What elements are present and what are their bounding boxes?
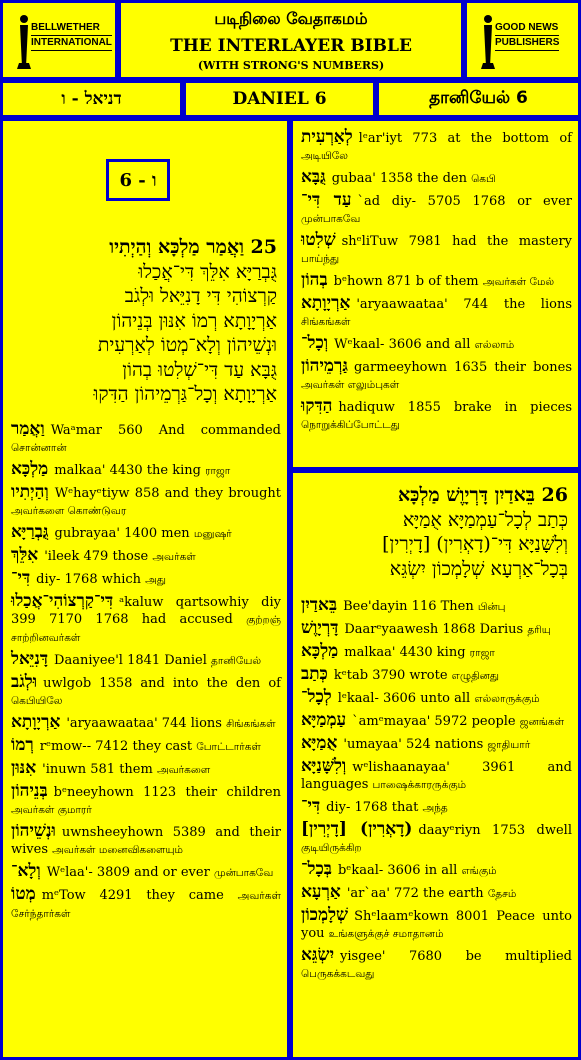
verse-line: וְלִשָּׁנַיָּא דִּי־(דָאְרִין) [דָיְרִין] xyxy=(382,533,568,555)
verse-25-text xyxy=(93,235,277,407)
transliteration-gloss: Waᵃmar 560 And commanded xyxy=(50,423,281,438)
tamil-gloss: அவர்கள் மனைவிகளையும் xyxy=(52,844,183,856)
word-entry xyxy=(301,295,572,331)
publisher-logo-right xyxy=(464,0,581,80)
transliteration-gloss: uwlgob 1358 and into the den of xyxy=(43,676,281,691)
verse-25-word-list-continued xyxy=(301,129,572,438)
verse-line: אַרְיָוָתָא וְכָל־גַּרְמֵיהוֹן הַדִּקוּ xyxy=(93,383,277,405)
tamil-gloss: முன்பாகவே xyxy=(213,867,274,879)
word-entry xyxy=(301,947,572,983)
logo-text-line2: PUBLISHERS xyxy=(495,36,559,51)
transliteration-gloss: kᵉtab 3790 wrote xyxy=(333,668,452,683)
verse-line: כְּתַב לְכָל־עַמְמַיָּא אֻמַיָּא xyxy=(402,508,568,531)
word-entry xyxy=(301,643,572,662)
tamil-gloss: தேசம் xyxy=(487,888,517,900)
transliteration-gloss: 'aryaawaataa' 744 the lions xyxy=(356,297,572,312)
transliteration-gloss: 'ar`aa' 772 the earth xyxy=(346,886,488,901)
transliteration-gloss: Wᵉlaa'- 3809 and or ever xyxy=(46,865,214,880)
transliteration-gloss: lᵉar'iyt 773 at the bottom of xyxy=(358,131,572,146)
hebrew-word: דִּי־קַרְצוֹהִי־אֲכַלוּ xyxy=(11,591,114,611)
reference-english-text: DANIEL 6 xyxy=(232,89,327,109)
hebrew-word: וְכָל־ xyxy=(301,333,329,353)
word-entry xyxy=(301,192,572,228)
hebrew-word: רְמוֹ xyxy=(11,735,34,755)
tamil-gloss: குற்றஞ் சாற்றினவர்கள் xyxy=(11,614,281,644)
tamil-gloss: எழுதினது xyxy=(451,670,499,682)
hebrew-word: בְּכָל־ xyxy=(301,859,332,879)
tamil-gloss: பாஷைக்காரருக்கும் xyxy=(372,779,467,791)
word-entry xyxy=(301,712,572,731)
tamil-gloss: பெருகக்கடவது xyxy=(301,968,375,980)
hebrew-word: דִּי־ xyxy=(301,796,321,816)
right-bottom-column xyxy=(290,470,581,1060)
hebrew-word: שְׁלִטוּ xyxy=(301,230,336,250)
transliteration-gloss: 'aryaawaataa' 744 lions xyxy=(66,716,227,731)
hebrew-word: וַאֲמַר xyxy=(11,419,45,439)
hebrew-word: בֵּאדַיִן xyxy=(301,595,338,615)
transliteration-gloss: wᵉlishaanayaa' 3961 and languages xyxy=(301,760,572,792)
tamil-gloss: அடியிலே xyxy=(301,150,348,162)
word-entry xyxy=(301,689,572,708)
transliteration-gloss: 'ileek 479 those xyxy=(44,549,153,564)
hebrew-word: דָּנִיֵּאל xyxy=(11,649,49,669)
word-entry xyxy=(301,666,572,685)
transliteration-gloss: malkaa' 4430 king xyxy=(344,645,470,660)
tamil-gloss: தானியேல் xyxy=(210,655,262,667)
hebrew-word: לְאַרְעִית xyxy=(301,127,353,147)
tamil-gloss: கெபி xyxy=(471,173,496,185)
transliteration-gloss: gubaa' 1358 the den xyxy=(331,171,472,186)
publisher-logo-left xyxy=(0,0,118,80)
transliteration-gloss: Wᵉhayᵉtiyw 858 and they brought xyxy=(54,486,281,501)
reference-english xyxy=(183,80,376,118)
word-entry xyxy=(11,714,281,733)
tamil-gloss: பாய்ந்து xyxy=(301,253,340,265)
hebrew-word: וְלִשָּׁנַיָּא xyxy=(301,756,347,776)
tamil-gloss: அவர்கள் எலும்புகள் xyxy=(301,379,400,391)
tamil-gloss: சிங்கங்கள் xyxy=(226,718,276,730)
word-entry xyxy=(301,907,572,943)
transliteration-gloss: ᵃkaluw qartsowhiy diy 399 7170 1768 had accused xyxy=(11,595,281,627)
hebrew-word: אַרְיָוָתָא xyxy=(301,293,351,313)
tamil-gloss: கெபியிலே xyxy=(11,695,63,707)
verse-line: בְּכָל־אַרְעָא שְׁלָמְכוֹן יִשְׂגֵּא xyxy=(389,557,568,580)
hebrew-word: גַּרְמֵיהוֹן xyxy=(301,356,348,376)
word-entry xyxy=(11,421,281,457)
hebrew-word: וְלָא־ xyxy=(11,861,41,881)
verse-line: גֻּבְרַיָּא אִלֵּךְ דִּי־אֲכַלוּ xyxy=(138,260,277,283)
transliteration-gloss: Wᵉkaal- 3606 and all xyxy=(334,337,475,352)
hebrew-word: הַדִּקוּ xyxy=(301,396,333,416)
word-entry xyxy=(301,798,572,817)
tamil-gloss: தரியு xyxy=(527,624,551,636)
word-entry xyxy=(11,484,281,520)
transliteration-gloss: bᵉneeyhown 1123 their children xyxy=(53,785,281,800)
tamil-gloss: குடியிருக்கிற xyxy=(301,842,362,854)
verse-25-word-list xyxy=(11,421,281,927)
hebrew-word: (דָאְרִין) [דָיְרִין] xyxy=(301,819,413,839)
reference-tamil-text: தானியேல் 6 xyxy=(429,88,528,108)
transliteration-gloss: `ad diy- 5705 1768 or ever xyxy=(357,194,573,209)
left-column xyxy=(0,118,290,1060)
word-entry xyxy=(301,129,572,165)
transliteration-gloss: uwnsheeyhown 5389 and their wives xyxy=(11,825,281,857)
verse-26-text xyxy=(382,483,568,581)
tamil-gloss: நொறுக்கிப்போட்டது xyxy=(301,419,400,431)
word-entry xyxy=(301,272,572,291)
tamil-gloss: அவர்களை கொண்டுவர xyxy=(11,505,127,517)
word-entry xyxy=(11,651,281,670)
page-title: THE INTERLAYER BIBLE xyxy=(170,36,412,56)
tamil-gloss: எல்லாம் xyxy=(474,339,515,351)
transliteration-gloss: diy- 1768 that xyxy=(326,800,423,815)
hebrew-word: עַד דִּי־ xyxy=(301,190,352,210)
word-entry xyxy=(11,737,281,756)
hebrew-word: אַרְיָוָתָא xyxy=(11,712,61,732)
hebrew-word: מַלְכָּא xyxy=(301,641,339,661)
verse-line: קַרְצוֹהִי דִּי דָנִיֵּאל וּלְגֹב xyxy=(124,285,277,307)
figure-icon xyxy=(17,13,31,69)
word-entry xyxy=(301,398,572,434)
hebrew-word: גֻּבְרַיָּא xyxy=(11,522,49,542)
transliteration-gloss: 'umayaa' 524 nations xyxy=(343,737,488,752)
transliteration-gloss: mᵉTow 4291 they came xyxy=(41,888,238,903)
figure-icon xyxy=(481,13,495,69)
hebrew-word: בְּנֵיהוֹן xyxy=(11,781,48,801)
word-entry xyxy=(11,863,281,882)
tamil-gloss: அந்த xyxy=(422,802,448,814)
hebrew-word: וּנְשֵׁיהוֹן xyxy=(11,821,56,841)
word-entry xyxy=(11,570,281,589)
verse-line: גֻּבָּא עַד דִּי־שְׁלִטוּ בְהוֹן xyxy=(122,358,277,381)
word-entry xyxy=(11,823,281,859)
word-entry xyxy=(11,674,281,710)
reference-tamil xyxy=(376,80,581,118)
hebrew-word: דָּרְיָוֶשׁ xyxy=(301,618,339,638)
word-entry xyxy=(11,461,281,480)
word-entry xyxy=(301,358,572,394)
word-entry xyxy=(301,597,572,616)
word-entry xyxy=(11,547,281,566)
word-entry xyxy=(301,758,572,794)
verse-line: 25 וַאֲמַר מַלְכָּא וְהַיְתִיו xyxy=(109,236,277,258)
tamil-gloss: எங்கும் xyxy=(461,865,497,877)
word-entry xyxy=(301,735,572,754)
word-entry xyxy=(11,760,281,779)
transliteration-gloss: Daarᵉyaawesh 1868 Darius xyxy=(344,622,528,637)
word-entry xyxy=(301,232,572,268)
tamil-gloss: ராஜா xyxy=(469,647,495,659)
hebrew-word: אַרְעָא xyxy=(301,882,341,902)
word-entry xyxy=(301,821,572,857)
transliteration-gloss: Bee'dayin 116 Then xyxy=(343,599,478,614)
tamil-gloss: மனுஷர் xyxy=(193,528,232,540)
transliteration-gloss: rᵉmow-- 7412 they cast xyxy=(39,739,197,754)
transliteration-gloss: `amᵉmayaa' 5972 people xyxy=(352,714,520,729)
tamil-gloss: அவர்கள் xyxy=(152,551,196,563)
hebrew-word: גֻּבָּא xyxy=(301,167,326,187)
word-entry xyxy=(11,524,281,543)
tamil-gloss: அவர்கள் குமாரர் xyxy=(11,804,92,816)
verse-line: וּנְשֵׁיהוֹן וְלָא־מְטוֹ לְאַרְעִית xyxy=(97,334,277,356)
reference-hebrew-text: דניאל - ו xyxy=(61,89,122,109)
hebrew-word: עַמְמַיָּא xyxy=(301,710,347,730)
word-entry xyxy=(301,861,572,880)
hebrew-word: מְטוֹ xyxy=(11,884,36,904)
word-entry xyxy=(301,335,572,354)
tamil-gloss: ராஜா xyxy=(205,465,231,477)
transliteration-gloss: yisgee' 7680 be multiplied xyxy=(340,949,572,964)
tamil-gloss: உங்களுக்குச் சமாதானம் xyxy=(328,928,444,940)
transliteration-gloss: lᵉkaal- 3606 unto all xyxy=(337,691,475,706)
word-entry xyxy=(301,620,572,639)
hebrew-word: שְׁלָמְכוֹן xyxy=(301,905,349,925)
tamil-gloss: சிங்கங்கள் xyxy=(301,316,351,328)
transliteration-gloss: bᵉhown 871 b of them xyxy=(333,274,483,289)
tamil-gloss: அவர்களை xyxy=(156,764,211,776)
transliteration-gloss: hadiquw 1855 brake in pieces xyxy=(338,400,572,415)
page-subtitle: (WITH STRONG'S NUMBERS) xyxy=(197,59,385,72)
hebrew-word: וּלְגֹב xyxy=(11,672,38,692)
tamil-gloss: அது xyxy=(145,574,166,586)
transliteration-gloss: bᵉkaal- 3606 in all xyxy=(337,863,462,878)
hebrew-word: כְּתַב xyxy=(301,664,328,684)
logo-text-line1: GOOD NEWS xyxy=(495,21,559,36)
tamil-gloss: அவர்கள் சேர்ந்தார்கள் xyxy=(11,890,281,920)
chapter-box: ו - 6 xyxy=(106,159,170,201)
hebrew-word: יִשְׂגֵּא xyxy=(301,945,335,965)
transliteration-gloss: diy- 1768 which xyxy=(36,572,146,587)
verse-line: 26 בֵּאדַיִן דָּרְיָוֶשׁ מַלְכָּא xyxy=(397,484,568,506)
verse-26-word-list xyxy=(301,597,572,987)
hebrew-word: אִנּוּן xyxy=(11,758,37,778)
tamil-gloss: சொன்னான் xyxy=(11,442,67,454)
hebrew-word: אִלֵּךְ xyxy=(11,545,39,565)
tamil-gloss: போட்டார்கள் xyxy=(196,741,261,753)
right-top-column xyxy=(290,118,581,470)
verse-line: אַרְיָוָתָא רְמוֹ אִנּוּן בְּנֵיהוֹן xyxy=(111,309,277,332)
hebrew-word: וְהַיְתִיו xyxy=(11,482,49,502)
tamil-gloss: ஜனங்கள் xyxy=(519,716,565,728)
transliteration-gloss: gubrayaa' 1400 men xyxy=(54,526,194,541)
reference-hebrew xyxy=(0,80,183,118)
tamil-gloss: ஜாதியார் xyxy=(487,739,531,751)
hebrew-word: מַלְכָּא xyxy=(11,459,49,479)
hebrew-word: אֻמַיָּא xyxy=(301,733,338,753)
tamil-gloss: அவர்கள் மேல் xyxy=(482,276,555,288)
transliteration-gloss: malkaa' 4430 the king xyxy=(54,463,206,478)
title-block xyxy=(118,0,464,80)
transliteration-gloss: Daaniyee'l 1841 Daniel xyxy=(54,653,211,668)
transliteration-gloss: 'inuwn 581 them xyxy=(42,762,157,777)
tamil-gloss: எல்லாருக்கும் xyxy=(474,693,540,705)
logo-text-line2: INTERNATIONAL xyxy=(31,36,112,51)
hebrew-word: בְהוֹן xyxy=(301,270,328,290)
word-entry xyxy=(301,169,572,188)
transliteration-gloss: Shᵉlaamᵉkown 8001 Peace unto you xyxy=(301,909,572,941)
transliteration-gloss: shᵉliTuw 7981 had the mastery xyxy=(341,234,572,249)
transliteration-gloss: garmeeyhown 1635 their bones xyxy=(353,360,572,375)
tamil-gloss: முன்பாகவே xyxy=(301,213,361,225)
tamil-gloss: பின்பு xyxy=(477,601,506,613)
hebrew-word: לְכָל־ xyxy=(301,687,332,707)
transliteration-gloss: daayᵉriyn 1753 dwell xyxy=(418,823,572,838)
word-entry xyxy=(11,783,281,819)
word-entry xyxy=(11,886,281,923)
tamil-title: படிநிலை வேதாகமம் xyxy=(214,9,368,28)
word-entry xyxy=(301,884,572,903)
word-entry xyxy=(11,593,281,647)
logo-text-line1: BELLWETHER xyxy=(31,21,112,36)
hebrew-word: דִּי־ xyxy=(11,568,31,588)
